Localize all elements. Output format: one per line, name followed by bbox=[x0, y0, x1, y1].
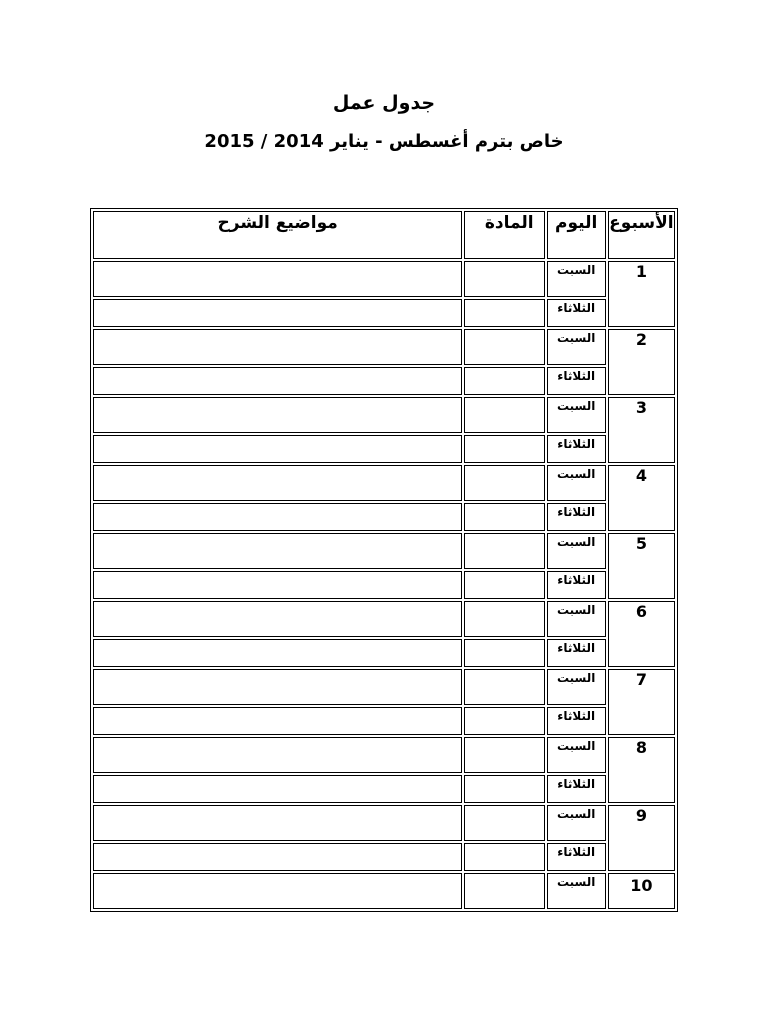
day-tuesday: الثلاثاء bbox=[547, 707, 606, 735]
page-subtitle: خاص بترم أغسطس - يناير 2014 / 2015 bbox=[204, 131, 564, 152]
subject-cell[interactable] bbox=[464, 805, 544, 841]
subject-cell[interactable] bbox=[464, 435, 544, 463]
table-row bbox=[93, 805, 675, 841]
week-number: 7 bbox=[608, 669, 675, 735]
header-subject: المادة bbox=[464, 211, 544, 259]
subject-cell[interactable] bbox=[464, 669, 544, 705]
subject-cell[interactable] bbox=[464, 299, 544, 327]
topics-cell[interactable] bbox=[93, 775, 462, 803]
table-row bbox=[93, 329, 675, 365]
day-saturday: السبت bbox=[547, 601, 606, 637]
topics-cell[interactable] bbox=[93, 261, 462, 297]
subject-cell[interactable] bbox=[464, 601, 544, 637]
topics-cell[interactable] bbox=[93, 367, 462, 395]
week-number: 2 bbox=[608, 329, 675, 395]
week-number: 9 bbox=[608, 805, 675, 871]
table-row bbox=[93, 707, 675, 735]
subject-cell[interactable] bbox=[464, 329, 544, 365]
day-saturday: السبت bbox=[547, 805, 606, 841]
subject-cell[interactable] bbox=[464, 775, 544, 803]
subject-cell[interactable] bbox=[464, 707, 544, 735]
table-row bbox=[93, 843, 675, 871]
table-row bbox=[93, 397, 675, 433]
day-tuesday: الثلاثاء bbox=[547, 639, 606, 667]
page-title: جدول عمل bbox=[332, 92, 436, 114]
day-tuesday: الثلاثاء bbox=[547, 299, 606, 327]
topics-cell[interactable] bbox=[93, 669, 462, 705]
topics-cell[interactable] bbox=[93, 329, 462, 365]
day-tuesday: الثلاثاء bbox=[547, 367, 606, 395]
table-row bbox=[93, 299, 675, 327]
header-topics: مواضيع الشرح bbox=[93, 211, 462, 259]
day-saturday: السبت bbox=[547, 737, 606, 773]
table-row bbox=[93, 601, 675, 637]
topics-cell[interactable] bbox=[93, 397, 462, 433]
header-day: اليوم bbox=[547, 211, 606, 259]
week-number: 3 bbox=[608, 397, 675, 463]
day-saturday: السبت bbox=[547, 261, 606, 297]
topics-cell[interactable] bbox=[93, 435, 462, 463]
subject-cell[interactable] bbox=[464, 465, 544, 501]
day-saturday: السبت bbox=[547, 397, 606, 433]
day-tuesday: الثلاثاء bbox=[547, 435, 606, 463]
day-saturday: السبت bbox=[547, 329, 606, 365]
topics-cell[interactable] bbox=[93, 465, 462, 501]
topics-cell[interactable] bbox=[93, 805, 462, 841]
table-row bbox=[93, 737, 675, 773]
day-tuesday: الثلاثاء bbox=[547, 775, 606, 803]
topics-cell[interactable] bbox=[93, 503, 462, 531]
table-row bbox=[93, 775, 675, 803]
table-row bbox=[93, 435, 675, 463]
subject-cell[interactable] bbox=[464, 367, 544, 395]
subject-cell[interactable] bbox=[464, 571, 544, 599]
topics-cell[interactable] bbox=[93, 533, 462, 569]
topics-cell[interactable] bbox=[93, 737, 462, 773]
subject-cell[interactable] bbox=[464, 533, 544, 569]
week-number: 4 bbox=[608, 465, 675, 531]
table-row bbox=[93, 533, 675, 569]
subject-cell[interactable] bbox=[464, 639, 544, 667]
table-row bbox=[93, 465, 675, 501]
subject-cell[interactable] bbox=[464, 503, 544, 531]
subject-cell[interactable] bbox=[464, 397, 544, 433]
topics-cell[interactable] bbox=[93, 571, 462, 599]
table-row bbox=[93, 367, 675, 395]
table-row bbox=[93, 669, 675, 705]
table-row bbox=[93, 639, 675, 667]
week-number: 5 bbox=[608, 533, 675, 599]
day-tuesday: الثلاثاء bbox=[547, 503, 606, 531]
topics-cell[interactable] bbox=[93, 843, 462, 871]
table-row bbox=[93, 571, 675, 599]
header-week: الأسبوع bbox=[608, 211, 675, 259]
subject-cell[interactable] bbox=[464, 843, 544, 871]
day-saturday: السبت bbox=[547, 465, 606, 501]
subject-cell[interactable] bbox=[464, 261, 544, 297]
table-row bbox=[93, 873, 675, 909]
subject-cell[interactable] bbox=[464, 873, 544, 909]
week-number: 6 bbox=[608, 601, 675, 667]
table-row bbox=[93, 261, 675, 297]
table-row bbox=[93, 503, 675, 531]
week-number: 10 bbox=[608, 873, 675, 909]
topics-cell[interactable] bbox=[93, 601, 462, 637]
table-header-row bbox=[93, 211, 675, 259]
topics-cell[interactable] bbox=[93, 707, 462, 735]
week-number: 8 bbox=[608, 737, 675, 803]
schedule-body bbox=[93, 261, 675, 909]
day-saturday: السبت bbox=[547, 873, 606, 909]
topics-cell[interactable] bbox=[93, 299, 462, 327]
schedule-table bbox=[90, 208, 678, 912]
day-saturday: السبت bbox=[547, 533, 606, 569]
topics-cell[interactable] bbox=[93, 873, 462, 909]
topics-cell[interactable] bbox=[93, 639, 462, 667]
week-number: 1 bbox=[608, 261, 675, 327]
subject-cell[interactable] bbox=[464, 737, 544, 773]
day-tuesday: الثلاثاء bbox=[547, 843, 606, 871]
day-saturday: السبت bbox=[547, 669, 606, 705]
day-tuesday: الثلاثاء bbox=[547, 571, 606, 599]
